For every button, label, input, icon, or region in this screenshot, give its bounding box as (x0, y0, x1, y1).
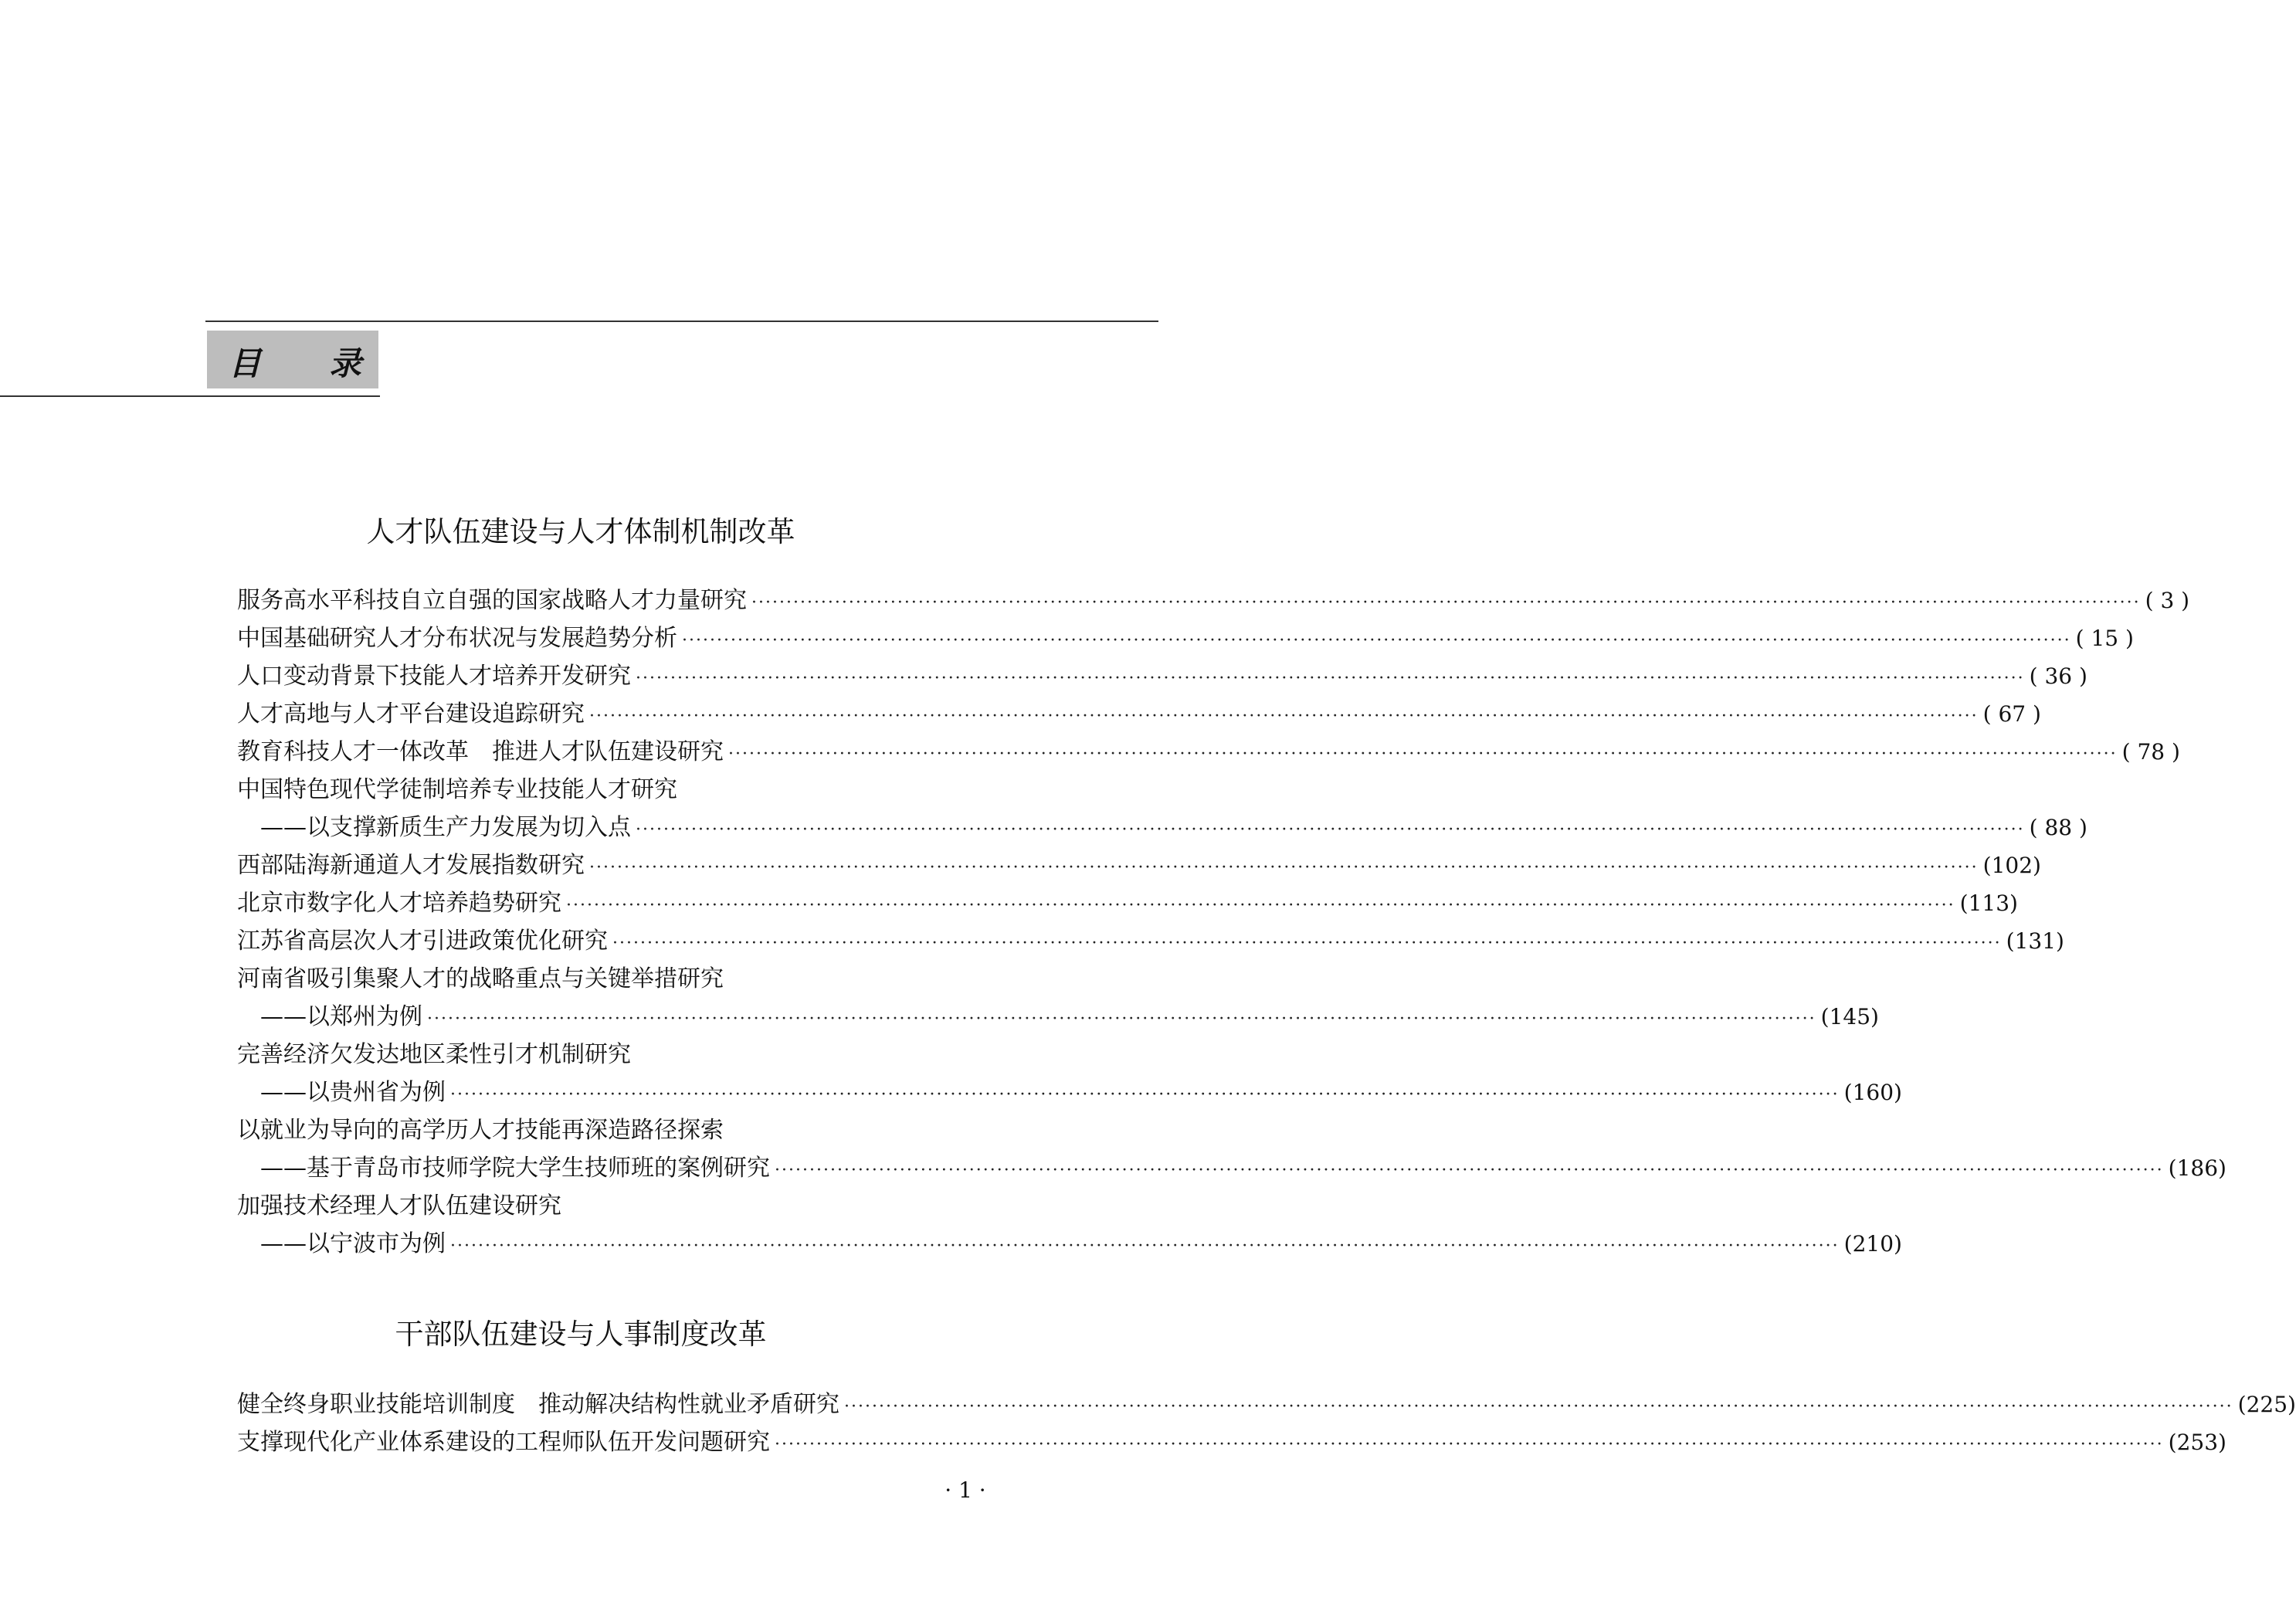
toc-page-number: ( 78 ) (2121, 739, 2180, 765)
toc-entry[interactable] (237, 1111, 2226, 1187)
toc-entry-title: 西部陆海新通道人才发展指数研究 (237, 852, 585, 879)
toc-page-number: ( 36 ) (2029, 663, 2087, 689)
toc-entry[interactable] (237, 884, 2018, 922)
toc-page-number: ( 88 ) (2029, 815, 2087, 840)
section-heading-1: 人才队伍建设与人才体制机制改革 (366, 515, 795, 548)
dot-leader: ········································································································································································································ (589, 707, 1979, 726)
toc-entry[interactable] (237, 960, 1879, 1036)
toc-entry-title: 服务高水平科技自立自强的国家战略人才力量研究 (237, 587, 747, 614)
dot-leader: ········································································································································································································ (566, 896, 1955, 915)
dot-leader: ········································································································································································································ (775, 1435, 2164, 1454)
toc-entry[interactable] (237, 1187, 1902, 1263)
toc-entry[interactable] (237, 771, 2087, 846)
toc-entry-title: 人口变动背景下技能人才培养开发研究 (237, 663, 631, 690)
toc-entry-title: 北京市数字化人才培养趋势研究 (237, 890, 561, 917)
toc-entry-title: 人才高地与人才平台建设追踪研究 (237, 700, 585, 728)
toc-page-number: (186) (2168, 1155, 2226, 1181)
toc-entry-title: 以就业为导向的高学历人才技能再深造路径探索 (237, 1117, 724, 1144)
toc-page-number: ( 3 ) (2145, 588, 2190, 613)
dot-leader: ········································································································································································································ (728, 745, 2118, 764)
toc-entry[interactable] (237, 1423, 2226, 1461)
toc-page-number: (210) (1843, 1231, 1902, 1257)
dot-leader: ········································································································································································································ (775, 1161, 2164, 1180)
toc-entry-title: 江苏省高层次人才引进政策优化研究 (237, 928, 608, 955)
toc-page-number: (102) (1982, 853, 2041, 878)
toc-section-1-list (237, 582, 2226, 1263)
dot-leader: ········································································································································································································ (636, 820, 2025, 840)
toc-title-char-1: 目 (229, 344, 262, 382)
toc-entry[interactable] (237, 846, 2041, 884)
dot-leader: ········································································································································································································ (450, 1236, 1840, 1256)
toc-page-number: ( 15 ) (2075, 626, 2134, 651)
toc-entry-title: 加强技术经理人才队伍建设研究 (237, 1192, 561, 1219)
toc-entry-title: 河南省吸引集聚人才的战略重点与关键举措研究 (237, 965, 724, 992)
toc-entry[interactable] (237, 619, 2134, 657)
toc-title-char-2: 录 (329, 344, 362, 382)
toc-entry-title: 支撑现代化产业体系建设的工程师队伍开发问题研究 (237, 1429, 770, 1456)
toc-entry[interactable] (237, 1386, 2296, 1423)
toc-entry-title: 健全终身职业技能培训制度 推动解决结构性就业矛盾研究 (237, 1391, 839, 1418)
toc-entry[interactable] (237, 922, 2064, 960)
section-heading-2: 干部队伍建设与人事制度改革 (395, 1318, 767, 1351)
dot-leader: ········································································································································································································ (427, 1009, 1816, 1029)
dot-leader: ········································································································································································································ (636, 669, 2025, 688)
toc-entry-subtitle: ——基于青岛市技师学院大学生技师班的案例研究 (260, 1155, 770, 1182)
title-underline-rule (0, 395, 380, 397)
toc-page-number: (131) (2006, 928, 2064, 954)
toc-entry-title: 中国特色现代学徒制培养专业技能人才研究 (237, 776, 677, 803)
toc-entry[interactable] (237, 582, 2190, 619)
toc-entry-subtitle: ——以郑州为例 (260, 1003, 422, 1030)
toc-entry-title: 教育科技人才一体改革 推进人才队伍建设研究 (237, 738, 724, 765)
dot-leader: ········································································································································································································ (612, 934, 2002, 953)
dot-leader: ········································································································································································································ (450, 1085, 1840, 1104)
toc-entry[interactable] (237, 695, 2041, 733)
toc-entry-title: 中国基础研究人才分布状况与发展趋势分析 (237, 625, 677, 652)
toc-entry[interactable] (237, 733, 2180, 771)
toc-section-2-list (237, 1386, 2296, 1461)
top-rule (205, 321, 1158, 322)
toc-entry-title: 完善经济欠发达地区柔性引才机制研究 (237, 1041, 631, 1068)
toc-entry-subtitle: ——以贵州省为例 (260, 1079, 446, 1106)
toc-entry[interactable] (237, 657, 2087, 695)
toc-page-number: ( 67 ) (1982, 701, 2041, 727)
toc-page-number: (225) (2237, 1392, 2296, 1417)
dot-leader: ········································································································································································································ (751, 593, 2141, 612)
dot-leader: ········································································································································································································ (589, 858, 1979, 877)
dot-leader: ········································································································································································································ (682, 631, 2071, 650)
page-number: · 1 · (945, 1477, 986, 1503)
toc-entry-subtitle: ——以宁波市为例 (260, 1230, 446, 1257)
dot-leader: ········································································································································································································ (844, 1397, 2233, 1416)
toc-page-number: (253) (2168, 1430, 2226, 1455)
toc-entry-subtitle: ——以支撑新质生产力发展为切入点 (260, 814, 631, 841)
toc-page-number: (145) (1820, 1004, 1879, 1029)
toc-page-number: (113) (1959, 890, 2018, 916)
toc-entry[interactable] (237, 1036, 1902, 1111)
toc-page-number: (160) (1843, 1080, 1902, 1105)
